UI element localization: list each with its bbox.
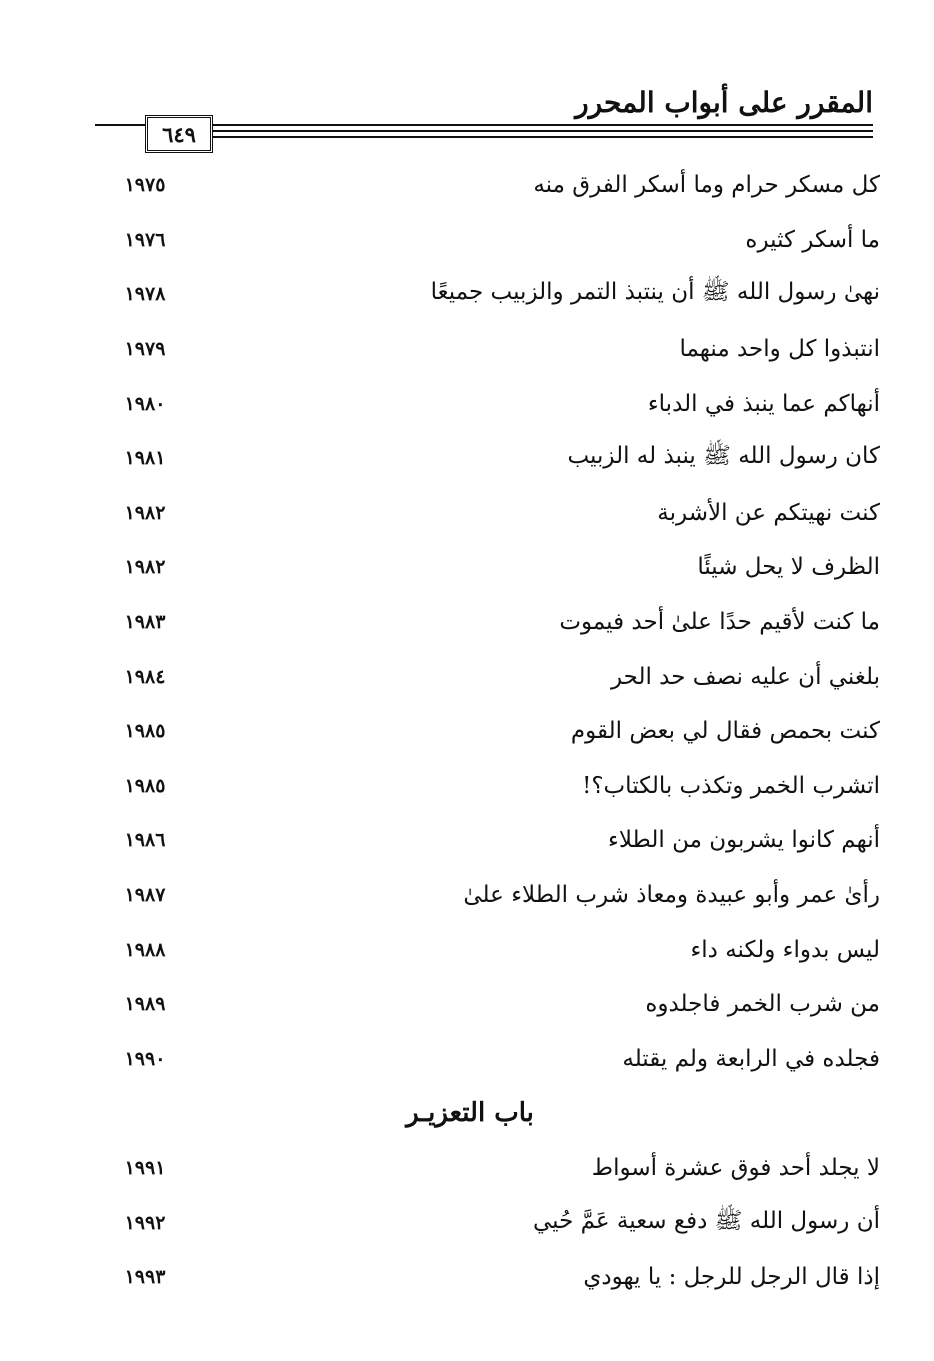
entry-text: لا يجلد أحد فوق عشرة أسواط	[591, 1154, 880, 1181]
index-entry	[100, 486, 880, 541]
index-entry	[100, 813, 880, 868]
page-number: ٦٤٩	[145, 115, 213, 153]
index-entry	[100, 759, 880, 814]
entry-text: بلغني أن عليه نصف حد الحر	[610, 663, 880, 690]
entry-text: كان رسول الله ﷺ ينبذ له الزبيب	[567, 443, 880, 470]
entry-text: فجلده في الرابعة ولم يقتله	[622, 1045, 880, 1072]
entry-text: نهىٰ رسول الله ﷺ أن ينتبذ التمر والزبيب جميعًا	[430, 279, 880, 306]
entry-text: أنهاكم عما ينبذ في الدباء	[647, 390, 880, 417]
index-entry	[100, 267, 880, 322]
index-entry	[100, 922, 880, 977]
entry-number: ١٩٩١	[124, 1156, 166, 1179]
index-entry	[100, 977, 880, 1032]
entry-number: ١٩٨٧	[124, 884, 166, 907]
entry-number: ١٩٩٣	[124, 1266, 166, 1289]
index-list	[100, 158, 880, 1304]
entry-text: كنت نهيتكم عن الأشربة	[657, 499, 880, 526]
index-entry	[100, 595, 880, 650]
entry-number: ١٩٨٦	[124, 829, 166, 852]
index-entry	[100, 649, 880, 704]
running-title: المقرر على أبواب المحرر	[575, 86, 873, 119]
entry-number: ١٩٨٤	[124, 665, 166, 688]
entry-number: ١٩٨٣	[124, 611, 166, 634]
entry-number: ١٩٨٢	[124, 556, 166, 579]
index-entry	[100, 431, 880, 486]
entry-number: ١٩٧٩	[124, 338, 166, 361]
header-rule	[209, 136, 873, 138]
entry-number: ١٩٨٥	[124, 720, 166, 743]
entry-text: إذا قال الرجل للرجل : يا يهودي	[583, 1264, 880, 1291]
page-header	[95, 78, 873, 148]
entry-number: ١٩٧٥	[124, 174, 166, 197]
index-entry	[100, 1141, 880, 1196]
index-entry	[100, 704, 880, 759]
entry-text: رأىٰ عمر وأبو عبيدة ومعاذ شرب الطلاء علىٰ	[463, 882, 880, 909]
entry-text: كنت بحمص فقال لي بعض القوم	[570, 718, 880, 745]
entry-text: الظرف لا يحل شيئًا	[697, 554, 880, 581]
entry-number: ١٩٧٨	[124, 283, 166, 306]
index-entry	[100, 213, 880, 268]
index-entry	[100, 868, 880, 923]
entry-text: كل مسكر حرام وما أسكر الفرق منه	[533, 172, 880, 199]
entry-text: ليس بدواء ولكنه داء	[690, 936, 880, 963]
index-entry	[100, 158, 880, 213]
entry-text: أنهم كانوا يشربون من الطلاء	[608, 827, 880, 854]
entry-number: ١٩٨٢	[124, 501, 166, 524]
entry-text: ما كنت لأقيم حدًا علىٰ أحد فيموت	[559, 609, 880, 636]
section-heading: باب التعزيـر	[406, 1098, 534, 1129]
entry-text: أن رسول الله ﷺ دفع سعية عَمَّ حُيي	[532, 1207, 880, 1234]
index-entry	[100, 1195, 880, 1250]
entry-number: ١٩٩٠	[124, 1047, 166, 1070]
entry-number: ١٩٨٠	[124, 392, 166, 415]
header-rule	[209, 130, 873, 132]
index-entry	[100, 322, 880, 377]
entry-text: اتشرب الخمر وتكذب بالكتاب؟!	[582, 772, 880, 799]
entry-number: ١٩٨٥	[124, 774, 166, 797]
index-entry	[100, 376, 880, 431]
index-entry	[100, 1032, 880, 1087]
entry-number: ١٩٨٨	[124, 938, 166, 961]
entry-number: ١٩٩٢	[124, 1211, 166, 1234]
index-entry	[100, 1250, 880, 1305]
entry-number: ١٩٨٩	[124, 993, 166, 1016]
entry-number: ١٩٨١	[124, 447, 166, 470]
entry-text: ما أسكر كثيره	[745, 226, 880, 253]
entry-text: انتبذوا كل واحد منهما	[679, 336, 880, 363]
index-entry	[100, 540, 880, 595]
entry-text: من شرب الخمر فاجلدوه	[645, 991, 880, 1018]
entry-number: ١٩٧٦	[124, 228, 166, 251]
